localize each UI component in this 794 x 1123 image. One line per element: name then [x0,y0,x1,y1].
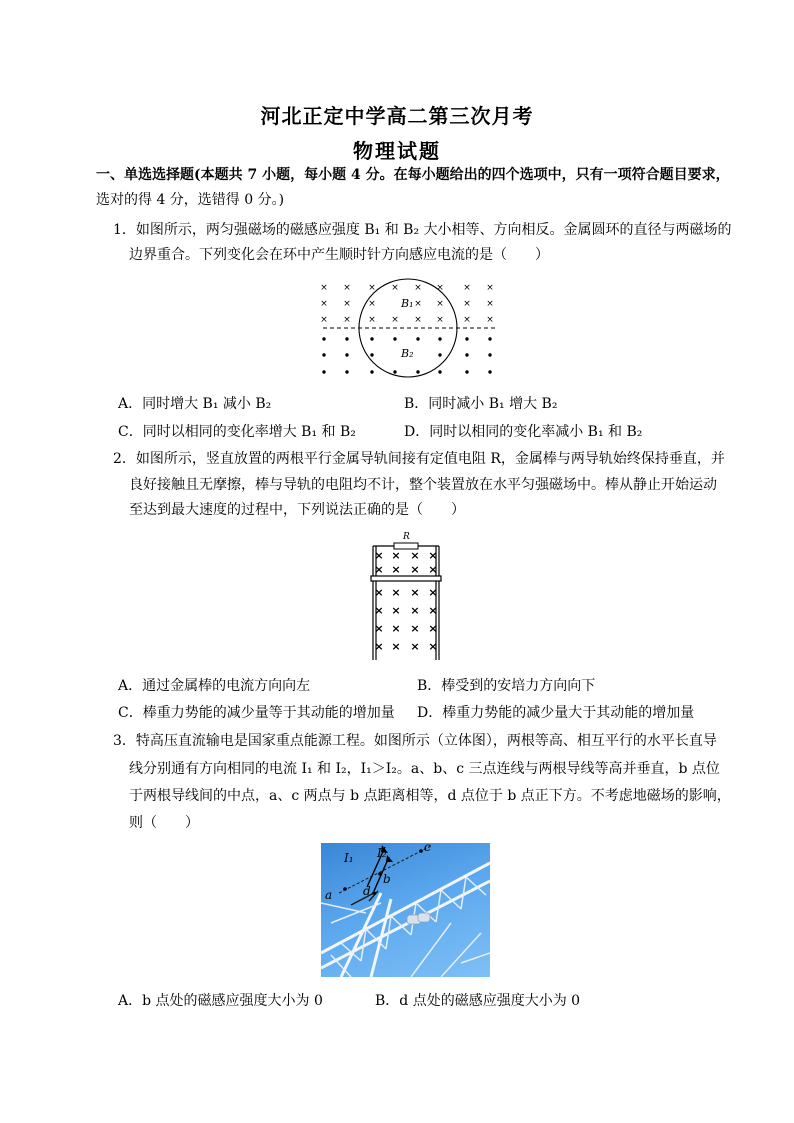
svg-text:×: × [486,299,494,309]
q3-label-a: a [325,888,333,902]
svg-text:×: × [391,622,401,635]
svg-text:×: × [428,604,438,617]
svg-text:×: × [414,283,422,293]
svg-text:×: × [391,315,399,325]
q3-stem-line1: 3．特高压直流输电是国家重点能源工程。如图所示（立体图），两根等高、相互平行的水平长直导 [113,733,717,749]
q3-stem-line3: 于两根导线间的中点，a、c 两点与 b 点距离相等，d 点位于 b 点正下方。不考虑地磁场的影响， [129,788,731,804]
svg-text:×: × [391,640,401,653]
svg-text:×: × [410,586,420,599]
svg-text:×: × [414,299,422,309]
q3-label-c: c [424,843,431,854]
q3-stem-line4: 则（ ） [129,815,199,831]
svg-text:×: × [486,315,494,325]
svg-text:×: × [368,299,376,309]
svg-text:×: × [428,586,438,599]
svg-text:×: × [320,315,328,325]
svg-text:×: × [463,283,471,293]
svg-text:×: × [414,315,422,325]
q1-label-b1: B₁ [401,297,414,310]
svg-text:×: × [343,283,351,293]
q1-label-b2: B₂ [401,347,414,360]
svg-text:×: × [391,604,401,617]
q3-label-i2: I₂ [377,846,387,860]
svg-text:×: × [343,315,351,325]
q2-option-b: B．棒受到的安培力方向向下 [417,678,596,694]
exam-subtitle: 物理试题 [353,139,441,163]
svg-text:×: × [374,549,384,562]
svg-text:×: × [391,586,401,599]
q2-stem-line2: 良好接触且无摩擦，棒与导轨的电阻均不计，整个装置放在水平匀强磁场中。棒从静止开始运动 [129,477,717,493]
q2-option-c: C．棒重力势能的减少量等于其动能的增加量 [118,705,395,721]
q3-option-b: B．d 点处的磁感应强度大小为 0 [375,993,581,1009]
svg-text:×: × [368,283,376,293]
q3-stem-line2: 线分别通有方向相同的电流 I₁ 和 I₂，I₁＞I₂。a、b、c 三点连线与两根导线等高并垂直，b 点位 [129,761,720,777]
q3-label-d: d [363,884,371,898]
svg-text:×: × [410,640,420,653]
q1-magnetic-field-figure [315,278,505,382]
svg-text:×: × [320,299,328,309]
svg-text:×: × [428,563,438,576]
svg-text:×: × [436,299,444,309]
svg-text:×: × [320,283,328,293]
q1-option-c: C．同时以相同的变化率增大 B₁ 和 B₂ [118,424,356,440]
section1-instructions-line1: 一、单选选择题(本题共 7 小题，每小题 4 分。在每小题给出的四个选项中，只有一项符合题目要求， [96,167,730,183]
svg-text:×: × [374,563,384,576]
svg-text:×: × [428,622,438,635]
q1-stem-line2: 边界重合。下列变化会在环中产生顺时针方向感应电流的是（ ） [129,247,549,263]
svg-text:×: × [368,315,376,325]
q1-option-b: B．同时减小 B₁ 增大 B₂ [404,396,558,412]
svg-text:×: × [428,549,438,562]
svg-text:×: × [410,563,420,576]
q2-stem-line1: 2．如图所示，竖直放置的两根平行金属导轨间接有定值电阻 R，金属棒与两导轨始终保持垂直，并 [113,451,725,467]
svg-text:×: × [486,283,494,293]
section1-instructions-line2: 选对的得 4 分，选错得 0 分。) [96,192,285,208]
q1-option-d: D．同时以相同的变化率减小 B₁ 和 B₂ [404,424,643,440]
svg-text:×: × [374,622,384,635]
q3-label-i1: I₁ [344,851,354,865]
q1-stem-line1: 1．如图所示，两匀强磁场的磁感应强度 B₁ 和 B₂ 大小相等、方向相反。金属圆环的直径与两磁场的 [113,222,732,238]
svg-text:×: × [410,549,420,562]
svg-text:×: × [374,604,384,617]
q2-option-a: A．通过金属棒的电流方向向左 [118,678,311,694]
q2-rail-figure [363,526,445,662]
svg-text:×: × [428,640,438,653]
svg-text:×: × [374,586,384,599]
svg-text:×: × [343,299,351,309]
q1-option-a: A．同时增大 B₁ 减小 B₂ [118,396,272,412]
svg-text:×: × [391,563,401,576]
q3-option-a: A．b 点处的磁感应强度大小为 0 [118,993,323,1009]
q2-option-d: D．棒重力势能的减少量大于其动能的增加量 [417,705,695,721]
svg-text:×: × [410,604,420,617]
svg-text:×: × [436,283,444,293]
q2-stem-line3: 至达到最大速度的过程中，下列说法正确的是（ ） [129,502,465,518]
svg-text:×: × [410,622,420,635]
svg-text:×: × [374,640,384,653]
svg-text:×: × [391,549,401,562]
q3-label-b: b [383,872,391,886]
svg-text:×: × [463,299,471,309]
q3-power-line-photo [321,843,490,977]
svg-text:×: × [436,315,444,325]
svg-text:×: × [463,315,471,325]
exam-title: 河北正定中学高二第三次月考 [260,104,534,128]
q2-label-r: R [403,532,410,542]
svg-text:×: × [391,283,399,293]
